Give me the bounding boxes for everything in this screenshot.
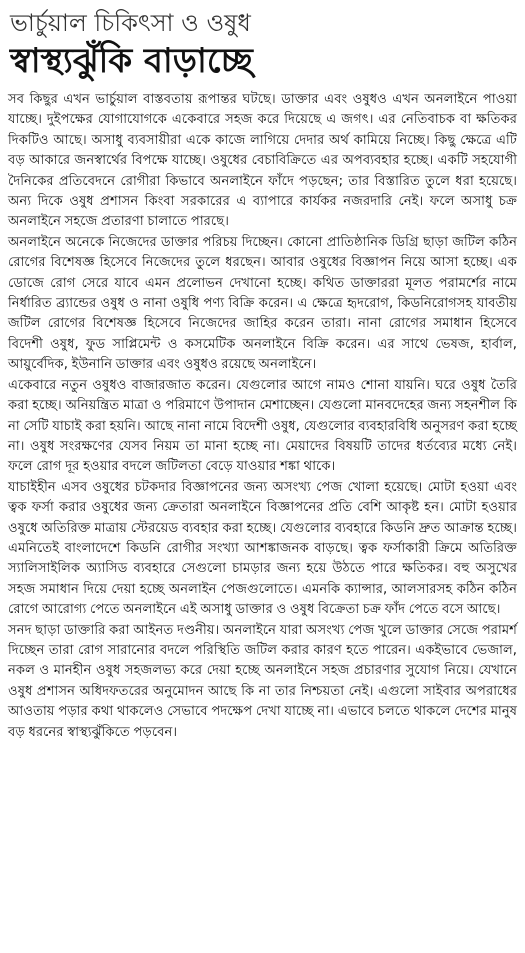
article-paragraph: যাচাইহীন এসব ওষুধের চটকদার বিজ্ঞাপনের জন্য অসংখ্য পেজ খোলা হয়েছে। মোটা হওয়া এবং ত্বক ফর্সা করার ওষুধের জন্য ক্রেতারা অনলাইনে বিজ্ঞাপনের প্রতি বেশি আকৃষ্ট হন। মোটা হওয়ার ওষুধে অতিরিক্ত মাত্রায় স্টেরয়েড ব্যবহার করা হচ্ছে। যেগুলোর ব্যবহারে কিডনি দ্রুত আক্রান্ত হচ্ছে। এমনিতেই বাংলাদেশে কিডনি রোগীর সংখ্যা আশঙ্কাজনক বাড়ছে। ত্বক ফর্সাকারী ক্রিমে অতিরিক্ত স্যালিসাইলিক অ্যাসিড ব্যবহারে সেগুলো চামড়ার জন্য হয়ে উঠতে পারে ক্ষতিকর। বহু অসুখের সহজ সমাধান দিয়ে দেয়া হচ্ছে অনলাইন পেজগুলোতে। এমনকি ক্যান্সার, আলসারসহ কঠিন কঠিন রোগে আরোগ্য পেতে অনলাইনে এই অসাধু ডাক্তার ও ওষুধ বিক্রেতা চক্র ফাঁদ পেতে বসে আছে। [8, 479, 517, 618]
article-paragraph: অনলাইনে অনেকে নিজেদের ডাক্তার পরিচয় দিচ্ছেন। কোনো প্রাতিষ্ঠানিক ডিগ্রি ছাড়া জটিল কঠিন রোগের বিশেষজ্ঞ হিসেবে নিজেদের তুলে ধরছেন। আবার ওষুধের বিজ্ঞাপন নিয়ে আসা হচ্ছে। এক ডোজে রোগ সেরে যাবে এমন প্রলোভন দেখানো হচ্ছে। কথিত ডাক্তাররা মূলত পরামর্শের নামে নির্ধারিত ব্র্যান্ডের ওষুধ ও নানা ওষুধি পণ্য বিক্রি করেন। এ ক্ষেত্রে হৃদরোগ, কিডনিরোগসহ যাবতীয় জটিল রোগের বিশেষজ্ঞ হিসেবে নিজেদের জাহির করেন তারা। নানা রোগের সমাধান হিসেবে বিদেশী ওষুধ, ফুড সাপ্লিমেন্ট ও কসমেটিক অনলাইনে বিক্রি করেন। এর সাথে ভেষজ, হার্বাল, আয়ুর্বেদিক, ইউনানি ডাক্তার এবং ওষুধও রয়েছে অনলাইনে। [8, 234, 517, 373]
article-paragraph: সনদ ছাড়া ডাক্তারি করা আইনত দণ্ডনীয়। অনলাইনে যারা অসংখ্য পেজ খুলে ডাক্তার সেজে পরামর্শ দিচ্ছেন তারা রোগ সারানোর বদলে পরিস্থিতি জটিল করার কারণ হতে পারেন। একইভাবে ভেজাল, নকল ও মানহীন ওষুধ সহজলভ্য করে দেয়া হচ্ছে অনলাইনে সহজ প্রচারণার সুযোগ নিয়ে। যেখানে ওষুধ প্রশাসন অধিদফতরের অনুমোদন আছে কি না তার নিশ্চয়তা নেই। এগুলো সাইবার অপরাধের আওতায় পড়ার কথা থাকলেও সেভাবে পদক্ষেপ দেখা যাচ্ছে না। এভাবে চলতে থাকলে দেশের মানুষ বড় ধরনের স্বাস্থ্যঝুঁকিতে পড়বেন। [8, 622, 517, 740]
article-headline: স্বাস্থ্যঝুঁকি বাড়াচ্ছে [10, 41, 253, 81]
article-body [8, 90, 517, 743]
article-kicker: ভার্চুয়াল চিকিৎসা ও ওষুধ [10, 9, 251, 37]
article-paragraph: সব কিছুর এখন ভার্চুয়াল বাস্তবতায় রূপান্তর ঘটছে। ডাক্তার এবং ওষুধও এখন অনলাইনে পাওয়া যাচ্ছে। দুইপক্ষের যোগাযোগকে একেবারে সহজ করে দিয়েছে এ জগৎ। এর নেতিবাচক বা ক্ষতিকর দিকটিও আছে। অসাধু ব্যবসায়ীরা একে কাজে লাগিয়ে দেদার অর্থ কামিয়ে নিচ্ছে। কিছু ক্ষেত্রে এটি বড় আকারে জনস্বার্থের বিপক্ষে যাচ্ছে। ওষুধের বেচাবিক্রিতে এর অপব্যবহার হচ্ছে। একটি সহযোগী দৈনিকের প্রতিবেদনে রোগীরা কিভাবে অনলাইনে ফাঁদে পড়ছেন; তার বিস্তারিত তুলে ধরা হয়েছে। অন্য দিকে ওষুধ প্রশাসন কিংবা সরকারের এ ব্যাপারে কার্যকর নজরদারি নেই। ফলে অসাধু চক্র অনলাইনে সহজে প্রতারণা চালাতে পারছে। [8, 92, 517, 230]
article-paragraph: একেবারে নতুন ওষুধও বাজারজাত করেন। যেগুলোর আগে নামও শোনা যায়নি। ঘরে ওষুধ তৈরি করা হচ্ছে। অনিয়ন্ত্রিত মাত্রা ও পরিমাণে উপাদান মেশাচ্ছেন। যেগুলো মানবদেহের জন্য সহনশীল কি না সেটি যাচাই করা হয়নি। আছে নানা নামে বিদেশী ওষুধ, যেগুলোর ব্যবহারবিধি অনুসরণ করা হচ্ছে না। ওষুধ সংরক্ষণের যেসব নিয়ম তা মানা হচ্ছে না। মেয়াদের বিষয়টি তাদের ধর্তব্যের মধ্যে নেই। ফলে রোগ দূর হওয়ার বদলে জটিলতা বেড়ে যাওয়ার শঙ্কা থাকে। [8, 377, 517, 475]
